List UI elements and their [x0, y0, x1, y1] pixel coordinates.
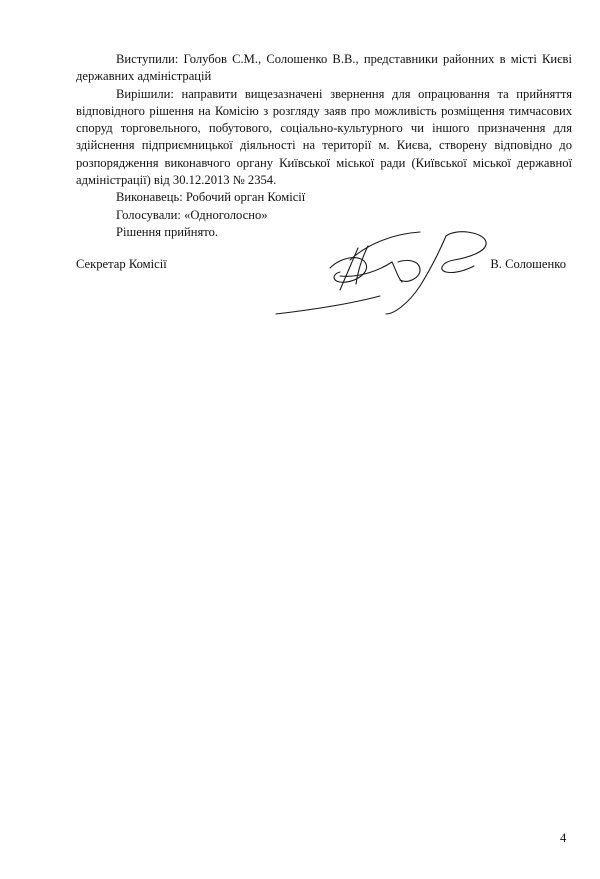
secretary-name: В. Солошенко — [490, 257, 566, 271]
result-line: Рішення прийнято. — [116, 224, 219, 239]
page-number: 4 — [560, 831, 567, 845]
secretary-title: Секретар Комісії — [76, 257, 167, 271]
executor-line: Виконавець: Робочий орган Комісії — [116, 190, 306, 205]
decision-paragraph: Вирішили: направити вищезазначені звернення для опрацювання та прийняття відповідного рішення на Комісію з розгляду заяв про можливість розміщення тимчасових споруд торговельного, побутового, соціально-культурного чи іншого призначення для здійснення підприємницької діяльності на території м. Києва, створену відповідно до розпорядження виконавчого органу Київської міської ради (Київської міської державної адміністрації) від 30.12.2013 № 2354. — [76, 86, 572, 188]
speakers-paragraph: Виступили: Голубов С.М., Солошенко В.В., представники районних в місті Києві державних адміністрацій — [76, 52, 572, 84]
voting-line: Голосували: «Одноголосно» — [116, 207, 268, 222]
minutes-body — [76, 51, 572, 241]
handwritten-signature — [270, 218, 500, 318]
